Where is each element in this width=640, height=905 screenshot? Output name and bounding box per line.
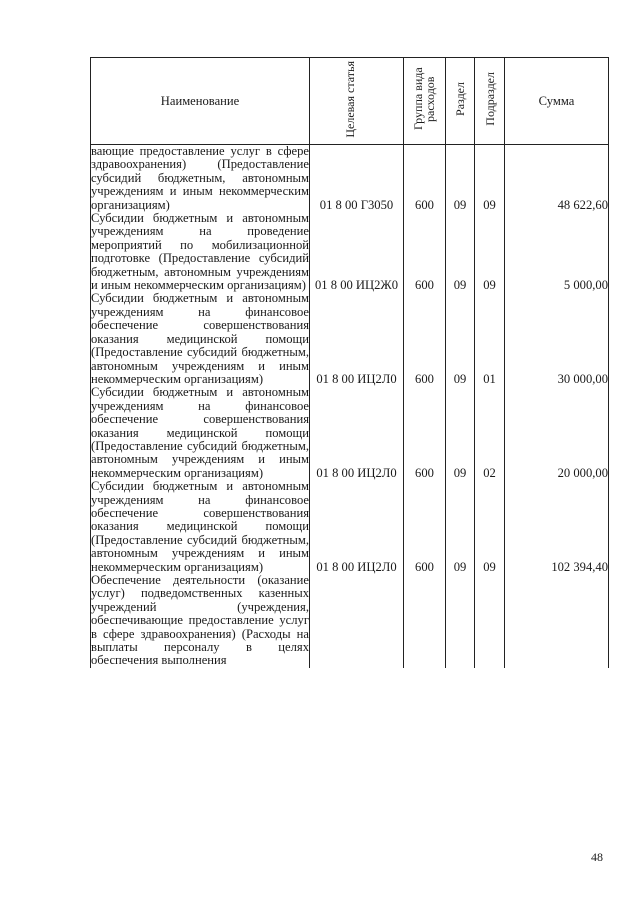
row-name: Обеспечение деятельности (оказание услуг) подведомственных казенных учреждений (учреждения, обеспечивающие предоставление услуг в сфере здравоохранения) (Расходы на выплаты персоналу в целях обеспечения выполнения <box>91 573 309 668</box>
header-section <box>446 58 475 145</box>
table-row <box>91 292 609 386</box>
row-group: 600 <box>404 386 446 480</box>
row-subsection: 09 <box>475 480 505 574</box>
header-code <box>310 58 404 145</box>
table-row <box>91 212 609 292</box>
row-code: 01 8 00 ИЦ2Ж0 <box>310 212 404 292</box>
row-group: 600 <box>404 292 446 386</box>
row-section: 09 <box>446 386 475 480</box>
row-sum: 20 000,00 <box>505 386 609 480</box>
row-group: 600 <box>404 480 446 574</box>
header-subsection <box>475 58 505 145</box>
header-section-text: Раздел <box>453 82 467 116</box>
row-sum: 5 000,00 <box>505 212 609 292</box>
row-code: 01 8 00 ИЦ2Л0 <box>310 480 404 574</box>
row-section: 09 <box>446 480 475 574</box>
row-subsection: 02 <box>475 386 505 480</box>
header-name: Наименование <box>91 58 310 145</box>
row-code <box>310 574 404 668</box>
row-sum: 102 394,40 <box>505 480 609 574</box>
row-sum <box>505 574 609 668</box>
row-section: 09 <box>446 212 475 292</box>
budget-table <box>90 57 609 668</box>
row-sum: 30 000,00 <box>505 292 609 386</box>
row-name: Субсидии бюджетным и автономным учреждениям на финансовое обеспечение совершенствования оказания медицинской помощи (Предоставление субсидий бюджетным, автономным учреждениям и иным некоммерческим организациям) <box>91 385 309 480</box>
row-name: вающие предоставление услуг в сфере здравоохранения) (Предоставление субсидий бюджетным, автономным учреждениям и иным некоммерческим организациям) <box>91 144 309 212</box>
row-section: 09 <box>446 292 475 386</box>
header-subsection-text: Подраздел <box>482 72 497 126</box>
row-subsection: 09 <box>475 145 505 213</box>
header-code-text: Целевая статья <box>342 60 357 138</box>
row-subsection: 01 <box>475 292 505 386</box>
table-row <box>91 386 609 480</box>
table-row <box>91 574 609 668</box>
row-group <box>404 574 446 668</box>
row-name: Субсидии бюджетным и автономным учреждениям на финансовое обеспечение совершенствования оказания медицинской помощи (Предоставление субсидий бюджетным, автономным учреждениям и иным некоммерческим организациям) <box>91 479 309 574</box>
row-name: Субсидии бюджетным и автономным учреждениям на проведение мероприятий по мобилизационной подготовке (Предоставление субсидий бюджетным, автономным учреждениям и иным некоммерческим организациям) <box>91 211 309 293</box>
row-sum: 48 622,60 <box>505 145 609 213</box>
row-subsection: 09 <box>475 212 505 292</box>
row-subsection <box>475 574 505 668</box>
table-row <box>91 145 609 213</box>
table-header-row <box>91 58 609 145</box>
header-sum: Сумма <box>505 58 609 145</box>
row-section <box>446 574 475 668</box>
row-section: 09 <box>446 145 475 213</box>
row-code: 01 8 00 Г3050 <box>310 145 404 213</box>
row-code: 01 8 00 ИЦ2Л0 <box>310 292 404 386</box>
table-row <box>91 480 609 574</box>
row-group: 600 <box>404 212 446 292</box>
header-group <box>404 58 446 145</box>
header-group-text: Группа вида расходов <box>410 67 437 131</box>
row-name: Субсидии бюджетным и автономным учреждениям на финансовое обеспечение совершенствования оказания медицинской помощи (Предоставление субсидий бюджетным, автономным учреждениям и иным некоммерческим организациям) <box>91 291 309 386</box>
page-number: 48 <box>591 850 603 864</box>
row-code: 01 8 00 ИЦ2Л0 <box>310 386 404 480</box>
row-group: 600 <box>404 145 446 213</box>
